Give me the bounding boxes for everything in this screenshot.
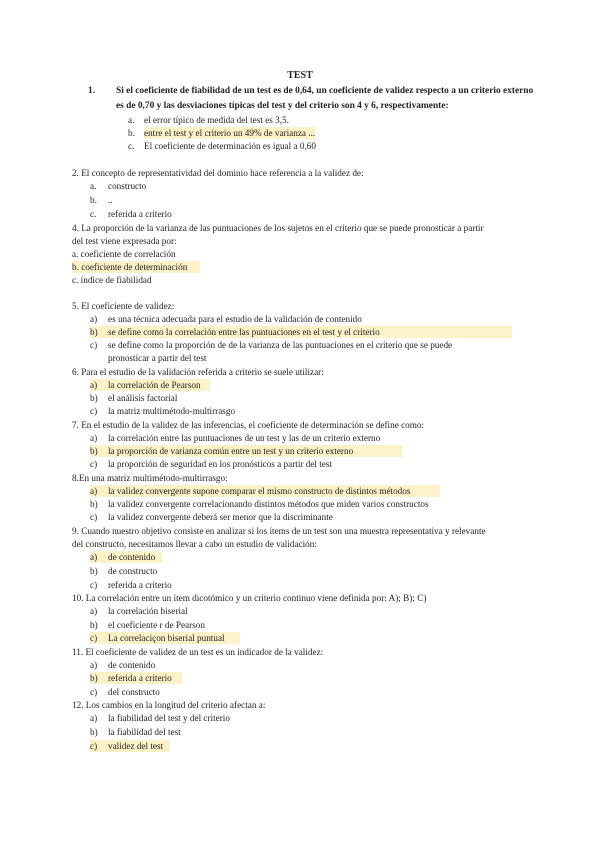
question-5-text: 5. El coeficiente de validez: [72, 301, 175, 311]
question-12-text: 12. Los cambios en la longitud del criterio afectan a: [72, 700, 266, 710]
q4-option-c: c. índice de fiabilidad [72, 275, 152, 285]
question-8-text: 8.En una matriz multimétodo-multirrasgo: [72, 473, 228, 483]
page-title: TEST [287, 70, 313, 81]
question-9-line-1: 9. Cuando nuestro objetivo consiste en analizar si los ítems de un test son una muestra representativa y relevante [72, 526, 486, 536]
question-9-line-2: del constructo, necesitamos llevar a cabo un estudio de validación: [72, 539, 317, 549]
q4-option-a: a. coeficiente de correlación [72, 249, 176, 259]
question-4-line-2: del test viene expresada por: [72, 236, 177, 246]
q8-option-a: a) la validez convergente supone comparar el mismo constructo de distintos métodos [90, 485, 440, 497]
q4-option-b: b. coeficiente de determinación [72, 261, 200, 273]
question-4-line-1: 4. La proporción de la varianza de las puntuaciones de los sujetos en el criterio que se puede pronosticar a partir [72, 223, 484, 233]
highlighted-answer: entre el test y el criterio un 49% de varianza ... [144, 128, 316, 138]
q6-option-a: a) la correlación de Pearson [90, 379, 210, 391]
question-7-text: 7. En el estudio de la validez de las inferencias, el coeficiente de determinación se define como: [72, 420, 425, 430]
q5-option-c-line-2: pronosticar a partir del test [108, 353, 207, 363]
q7-option-b: b) la proporción de varianza común entre un test y un criterio externo [90, 445, 402, 457]
question-1 [88, 84, 538, 114]
question-11-text: 11. El coeficiente de validez de un test es un indicador de la validez: [72, 647, 324, 657]
q11-option-b: b) referida a criterio [90, 672, 182, 684]
q12-option-c: c) validez del test [90, 740, 170, 752]
question-2-text: 2. El concepto de representatividad del dominio hace referencia a la validez de: [72, 168, 364, 178]
q10-option-c: c) La correlaciçon biserial puntual [90, 632, 240, 644]
question-10-text: 10. La correlación entre un ítem dicotómico y un criterio continuo viene definida por: A); B); C) [72, 593, 427, 603]
q9-option-a: a) de contenido [90, 551, 162, 563]
document-page: TEST 1. Si el coeficiente de fiabilidad de un test es de 0,64, un coeficiente de validez respecto a un criterio externo es de 0,70 y las desviaciones típicas del test y del criterio son 4 y 6, respectivamente: a. el error típico de medida del test es 3,5. b. entre el test y el criterio un 49% de varianza ... c. El coeficiente de determinación es igual a 0,60 2. El concepto de representatividad del dominio hace referencia a la validez de: a. constructo b. .. c. referida a criterio 4. La proporción de la varianza de las puntuaciones de los sujetos en el criterio que se puede pronosticar a partir del test viene expresada por: a. coeficiente de correlación b. coeficiente de determinación c. índice de fiabilidad 5. El coeficiente de validez: a) es una técnica adecuada para el estudio de la validación de contenido b) se define como la correlación entre las puntuaciones en el test y el criterio c) se define como la proporción de de la varianza de las puntuaciones en el criterio que se puede pronosticar a partir del test 6. Para el estudio de la validación referida a criterio se suele utilizar: a) la correlación de Pearson b) el análisis factorial c) la matriz multimétodo-multirrasgo 7. En el estudio de la validez de las inferencias, el coeficiente de determinación se define como: a) la correlación entre las puntuaciones de un test y las de un criterio externo b) la proporción de varianza común entre un test y un criterio externo c) la proporción de seguridad en los pronósticos a partir del test 8.En una matriz multimétodo-multirrasgo: a) la validez convergente supone comparar el mismo constructo de distintos métodos b) la validez convergente correlacionando distintos métodos que miden varios constructos c) la validez convergente deberá ser menor que la discriminante 9. Cuando nuestro objetivo consiste en analizar si los ítems de un test son una muestra representativa y relevante del constructo, necesitamos llevar a cabo un estudio de validación: a) de contenido b) de constructo c) referida a criterio 10. La correlación entre un ítem dicotómico y un criterio continuo viene definida por: A); B); C) a) la correlación biserial b) el coeficiente r de Pearson c) La correlaciçon biserial puntual 11. El coeficiente de validez de un test es un indicador de la validez: a) de contenido b) referida a criterio c) del constructo 12. Los cambios en la longitud del criterio afectan a: a) la fiabilidad del test y del criterio b) la fiabilidad del test c) validez del test [0, 0, 600, 848]
q5-option-b: b) se define como la correlación entre las puntuaciones en el test y el criterio [90, 326, 512, 338]
question-6-text: 6. Para el estudio de la validación referida a criterio se suele utilizar: [72, 367, 324, 377]
question-1-number: 1. [88, 86, 96, 96]
question-1-text: Si el coeficiente de fiabilidad de un test es de 0,64, un coeficiente de validez respecto a un criterio externo es de 0,70 y las desviaciones típicas del test y del criterio son 4 y 6, respectivamente: [116, 86, 534, 111]
